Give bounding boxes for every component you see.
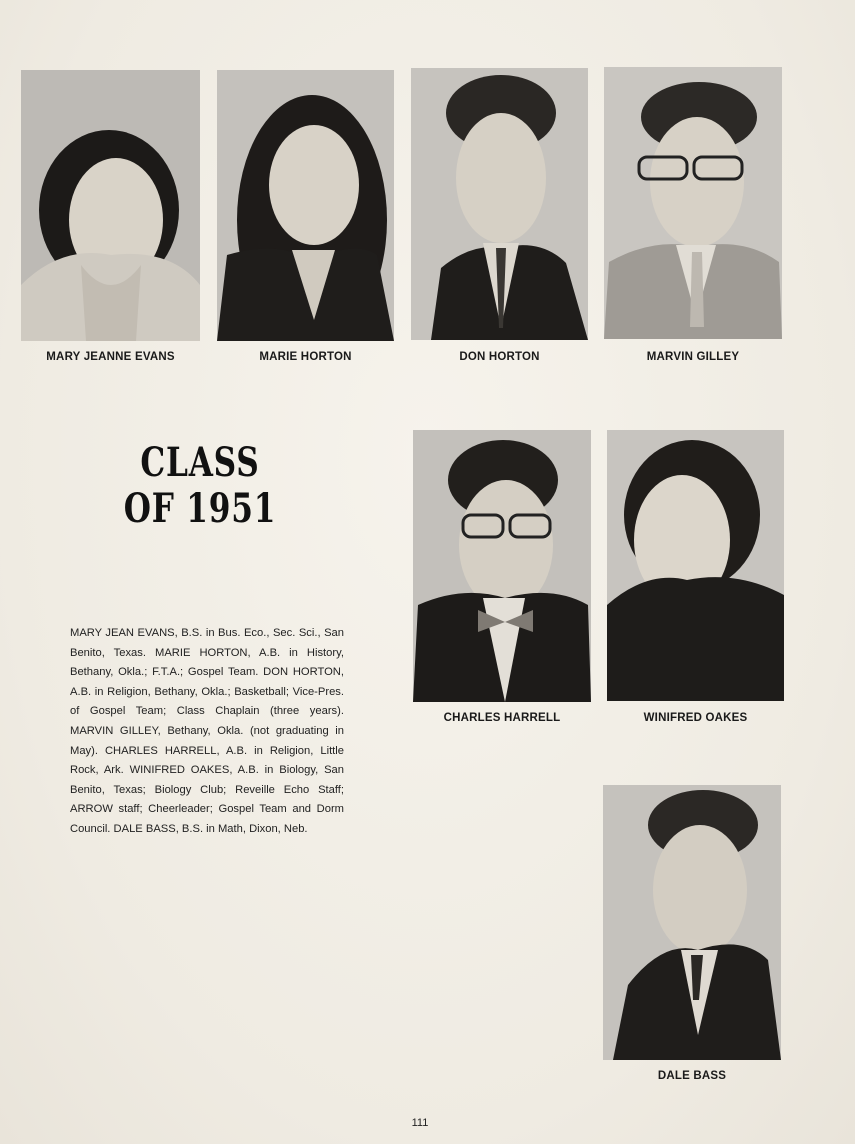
class-title-line-2: OF 1951 xyxy=(123,485,277,532)
caption-winifred-oakes: WINIFRED OAKES xyxy=(643,712,748,724)
page-number: 111 xyxy=(411,1117,429,1129)
caption-marie-horton: MARIE HORTON xyxy=(259,351,352,363)
portrait-photo-marie-horton xyxy=(217,70,394,341)
caption-dale-bass: DALE BASS xyxy=(657,1070,727,1082)
portrait-photo-don-horton xyxy=(411,68,588,340)
caption-mary-jeanne-evans: MARY JEANNE EVANS xyxy=(46,351,175,363)
portrait-photo-dale-bass xyxy=(603,785,781,1060)
portrait-photo-winifred-oakes xyxy=(607,430,784,701)
portrait-photo-marvin-gilley xyxy=(604,67,782,339)
class-title-line-1: CLASS xyxy=(140,439,260,486)
class-title xyxy=(122,440,278,532)
caption-marvin-gilley: MARVIN GILLEY xyxy=(646,351,740,363)
class-biographies: MARY JEAN EVANS, B.S. in Bus. Eco., Sec. Sci., San Benito, Texas. MARIE HORTON, A.B. in History, Bethany, Okla.; F.T.A.; Gospel Team. DON HORTON, A.B. in Religion, Bethany, Okla.; Basketball; Vice-Pres. of Gospel Team; Class Chaplain (three years). MARVIN GILLEY, Bethany, Okla. (not graduating in May). CHARLES HARRELL, A.B. in Religion, Little Rock, Ark. WINIFRED OAKES, A.B. in Biology, San Benito, Texas; Biology Club; Reveille Echo Staff; ARROW staff; Cheerleader; Gospel Team and Dorm Council. DALE BASS, B.S. in Math, Dixon, Neb. xyxy=(70,627,344,835)
portrait-photo-charles-harrell xyxy=(413,430,591,702)
caption-don-horton: DON HORTON xyxy=(459,351,540,363)
caption-charles-harrell: CHARLES HARRELL xyxy=(443,712,561,724)
portrait-photo-mary-jeanne-evans xyxy=(21,70,200,341)
